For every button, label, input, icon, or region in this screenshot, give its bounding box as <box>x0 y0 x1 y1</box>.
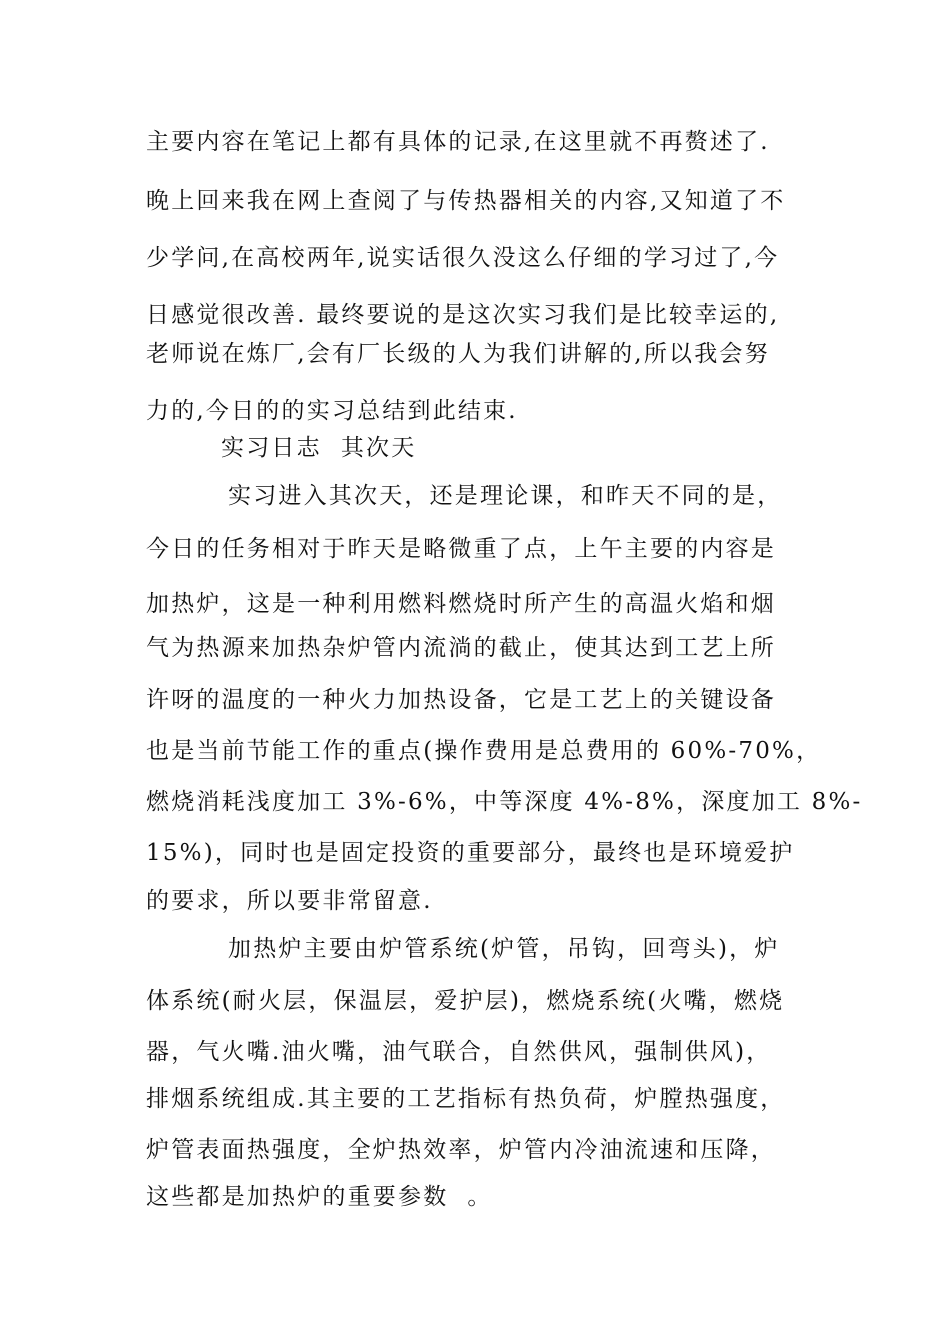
paragraph-line: 许呀的温度的一种火力加热设备，它是工艺上的关键设备 <box>146 687 776 713</box>
paragraph-line: 的要求，所以要非常留意. <box>146 888 433 914</box>
paragraph-line: 加热炉主要由炉管系统(炉管，吊钩，回弯头)，炉 <box>228 936 780 962</box>
paragraph-line: 今日的任务相对于昨天是略微重了点，上午主要的内容是 <box>146 536 776 562</box>
paragraph-line: 器，气火嘴.油火嘴，油气联合，自然供风，强制供风)， <box>146 1039 772 1065</box>
paragraph-line: 主要内容在笔记上都有具体的记录,在这里就不再赘述了. <box>146 129 770 155</box>
section-heading: 实习日志 其次天 <box>221 435 417 461</box>
paragraph-line: 燃烧消耗浅度加工 3%-6%，中等深度 4%-8%，深度加工 8%- <box>146 789 863 815</box>
paragraph-line: 15%)，同时也是固定投资的重要部分，最终也是环境爱护 <box>146 840 795 866</box>
paragraph-line: 实习进入其次天，还是理论课，和昨天不同的是， <box>228 483 783 509</box>
paragraph-line: 老师说在炼厂,会有厂长级的人为我们讲解的,所以我会努 <box>146 341 770 367</box>
paragraph-line: 炉管表面热强度，全炉热效率，炉管内冷油流速和压降， <box>146 1137 776 1163</box>
paragraph-line: 加热炉，这是一种利用燃料燃烧时所产生的高温火焰和烟 <box>146 591 776 617</box>
paragraph-line: 少学问,在高校两年,说实话很久没这么仔细的学习过了,今 <box>146 245 780 271</box>
paragraph-line: 晚上回来我在网上查阅了与传热器相关的内容,又知道了不 <box>146 188 786 214</box>
paragraph-line: 体系统(耐火层，保温层，爱护层)，燃烧系统(火嘴，燃烧 <box>146 988 785 1014</box>
paragraph-line: 这些都是加热炉的重要参数 。 <box>146 1184 493 1210</box>
paragraph-line: 气为热源来加热杂炉管内流淌的截止，使其达到工艺上所 <box>146 635 776 661</box>
paragraph-line: 力的,今日的的实习总结到此结束. <box>146 398 518 424</box>
paragraph-line: 日感觉很改善. 最终要说的是这次实习我们是比较幸运的, <box>146 302 780 328</box>
paragraph-line: 也是当前节能工作的重点(操作费用是总费用的 60%-70%， <box>146 738 822 764</box>
paragraph-line: 排烟系统组成.其主要的工艺指标有热负荷，炉膛热强度， <box>146 1086 786 1112</box>
